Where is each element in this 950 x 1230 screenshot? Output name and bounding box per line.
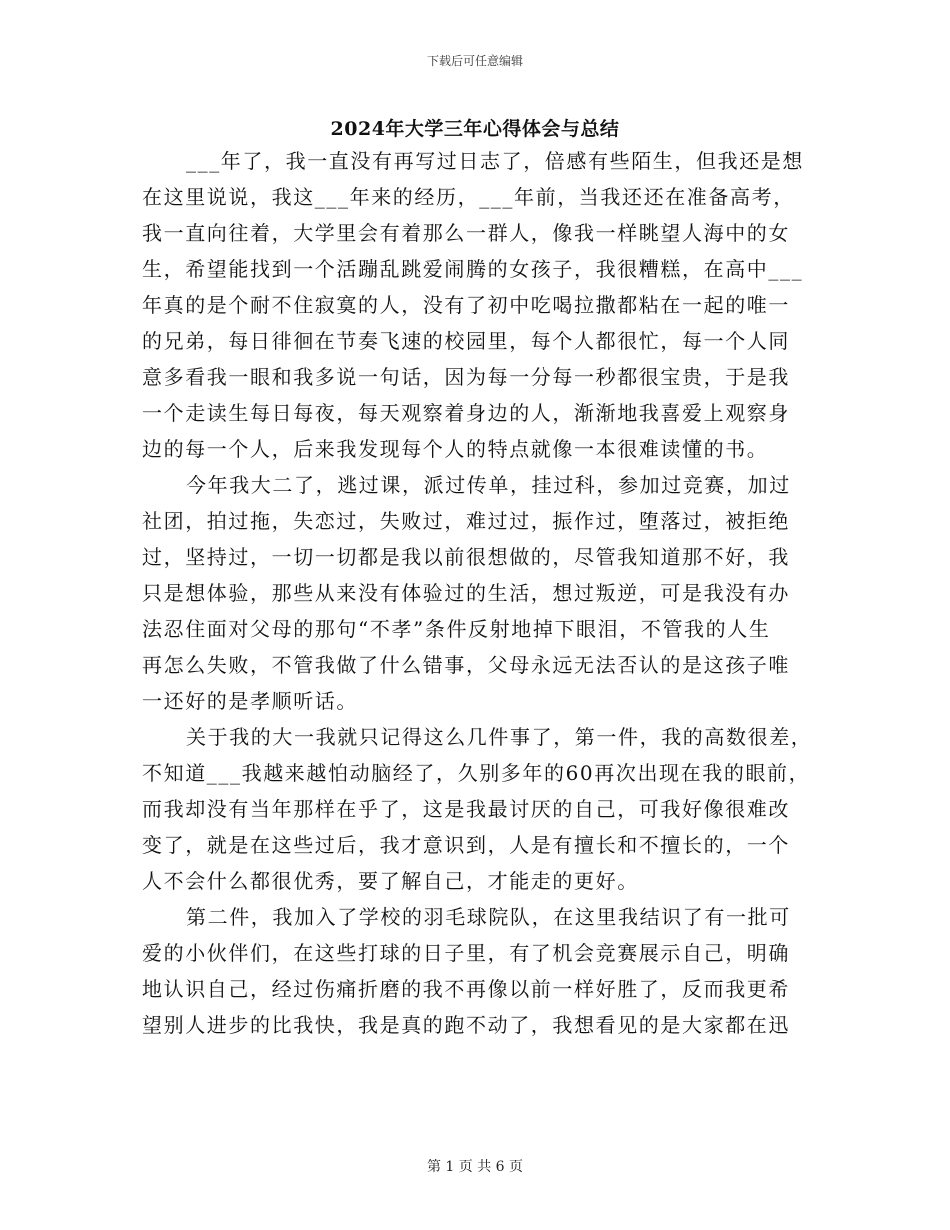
header-note: 下载后可任意编辑 [426, 54, 523, 68]
document-title: 2024年大学三年心得体会与总结 [330, 118, 620, 140]
paragraph-line: 关于我的大一我就只记得这么几件事了，第一件，我的高数很差， [186, 725, 813, 749]
paragraph-line: 边的每一个人，后来我发现每个人的特点就像一本很难读懂的书。 [142, 437, 769, 461]
paragraph-line: 一还好的是孝顺听话。 [142, 689, 358, 713]
paragraph-line: 地认识自己，经过伤痛折磨的我不再像以前一样好胜了，反而我更希 [142, 977, 790, 1001]
paragraph [142, 467, 806, 719]
paragraph-line: 过，坚持过，一切一切都是我以前很想做的，尽管我知道那不好，我 [142, 545, 790, 569]
paragraph-line: 我一直向往着，大学里会有着那么一群人，像我一样眺望人海中的女 [142, 221, 790, 245]
paragraph-line: 在这里说说，我这___年来的经历，___年前，当我还还在准备高考， [142, 185, 795, 209]
paragraph-line: 再怎么失败，不管我做了什么错事，父母永远无法否认的是这孩子唯 [142, 653, 790, 677]
page-footer: 第 1 页 共 6 页 [426, 1159, 524, 1175]
paragraph-line: ___年了，我一直没有再写过日志了，倍感有些陌生，但我还是想 [186, 149, 804, 173]
paragraph-line: 年真的是个耐不住寂寞的人，没有了初中吃喝拉撒都粘在一起的唯一 [142, 293, 790, 317]
paragraph-line: 法忍住面对父母的那句“不孝”条件反射地掉下眼泪，不管我的人生 [142, 617, 771, 641]
document-body [142, 143, 813, 1043]
paragraph-line: 一个走读生每日每夜，每天观察着身边的人，渐渐地我喜爱上观察身 [142, 401, 790, 425]
paragraph-line: 生，希望能找到一个活蹦乱跳爱闹腾的女孩子，我很糟糕，在高中___ [142, 257, 804, 281]
paragraph-line: 变了，就是在这些过后，我才意识到，人是有擅长和不擅长的，一个 [142, 833, 790, 857]
paragraph [142, 899, 806, 1043]
paragraph-line: 第二件，我加入了学校的羽毛球院队，在这里我结识了有一批可 [186, 905, 791, 929]
paragraph-line: 只是想体验，那些从来没有体验过的生活，想过叛逆，可是我没有办 [142, 581, 790, 605]
paragraph-line: 的兄弟，每日徘徊在节奏飞速的校园里，每个人都很忙，每一个人同 [142, 329, 790, 353]
paragraph-line: 今年我大二了，逃过课，派过传单，挂过科，参加过竞赛，加过 [186, 473, 791, 497]
paragraph [142, 143, 806, 467]
paragraph [142, 719, 813, 899]
paragraph-line: 人不会什么都很优秀，要了解自己，才能走的更好。 [142, 869, 639, 893]
paragraph-line: 社团，拍过拖，失恋过，失败过，难过过，振作过，堕落过，被拒绝 [142, 509, 790, 533]
paragraph-line: 意多看我一眼和我多说一句话，因为每一分每一秒都很宝贵，于是我 [142, 365, 790, 389]
paragraph-line: 爱的小伙伴们，在这些打球的日子里，有了机会竞赛展示自己，明确 [142, 941, 790, 965]
paragraph-line: 而我却没有当年那样在乎了，这是我最讨厌的自己，可我好像很难改 [142, 797, 790, 821]
paragraph-line: 不知道___我越来越怕动脑经了，久别多年的60再次出现在我的眼前， [142, 761, 811, 785]
paragraph-line: 望别人进步的比我快，我是真的跑不动了，我想看见的是大家都在迅 [142, 1013, 790, 1037]
